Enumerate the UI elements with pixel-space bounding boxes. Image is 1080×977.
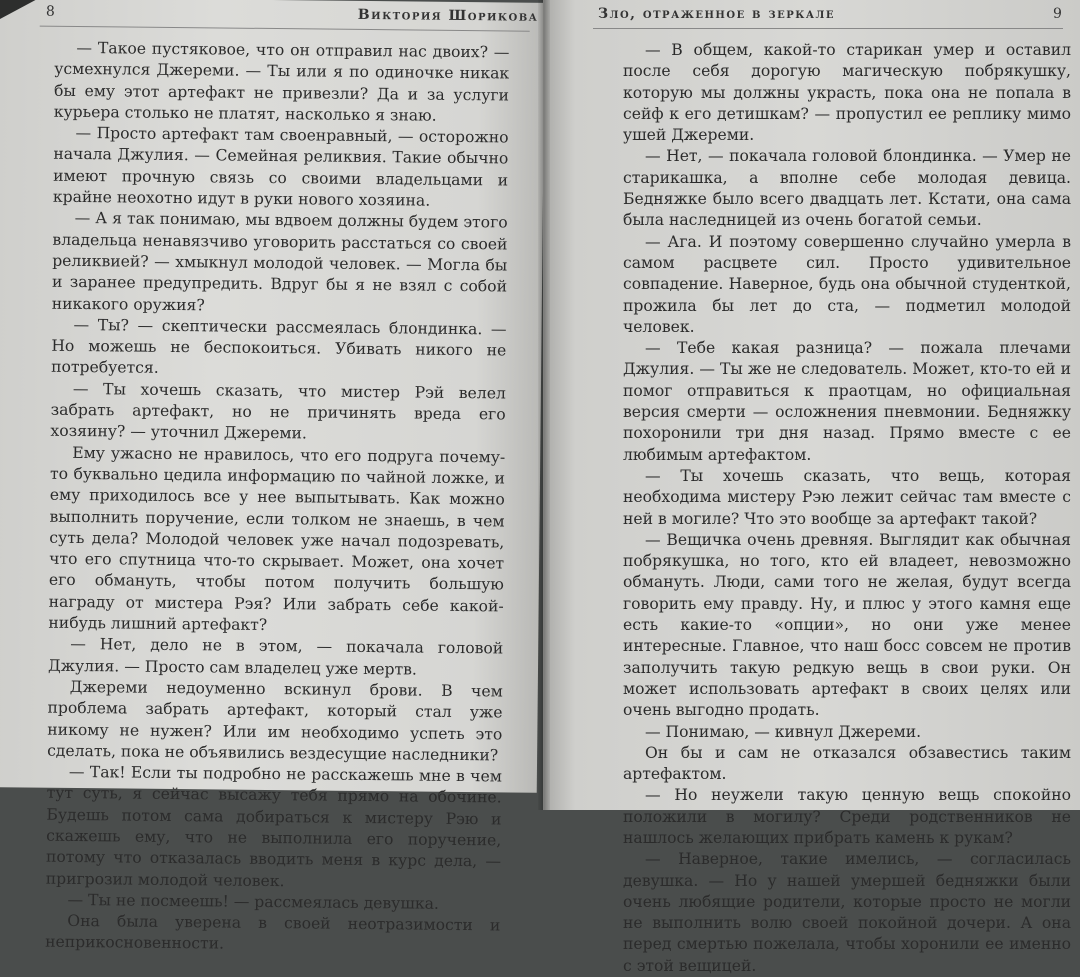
left-header-rule xyxy=(40,26,530,32)
paragraph: — Нет, дело не в этом, — покачала головой Джулия. — Просто сам владелец уже мертв. xyxy=(47,635,504,679)
paragraph: — Ты хочешь сказать, что вещь, которая необходима мистеру Рэю лежит сейчас там вместе с ней в могиле? Что это вообще за артефакт такой? xyxy=(623,466,1071,528)
paragraph: — Нет, — покачала головой блондинка. — Умер не старикашка, а вполне себе молодая девица. Бедняжке было всего двадцать лет. Кстати, она сама была наследницей из очень богатой семьи. xyxy=(623,147,1071,230)
book-cover-corner xyxy=(0,0,40,20)
book-title-header: Зло, отраженное в зеркале xyxy=(598,6,835,22)
paragraph: — Вещичка очень древняя. Выглядит как обычная побрякушка, но того, кто ей владеет, невозможно обмануть. Люди, сами того не желая, будут всегда говорить ему правду. Ну, и плюс у этого камня еще есть какие-то «опции», но они уже менее интересные. Главное, что наш босс совсем не против заполучить такую редкую вещь в свои руки. Он может использовать артефакт в своих целях или очень выгодно продать. xyxy=(623,530,1071,720)
paragraph: — Тебе какая разница? — пожала плечами Джулия. — Ты же не следователь. Может, кто-то ей и помог отправиться к праотцам, но официальная версия смерти — осложнения пневмонии. Бедняжку похоронили три дня назад. Прямо вместе с ее любимым артефактом. xyxy=(623,339,1071,464)
paragraph: — Ты не посмеешь! — рассмеялась девушка. xyxy=(67,890,440,913)
author-name-header: Виктория Шорикова xyxy=(357,6,539,25)
paragraph: Он бы и сам не отказался обзавестись таким артефактом. xyxy=(623,743,1071,784)
left-page xyxy=(0,0,545,954)
paragraph: — Просто артефакт там своенравный, — осторожно начала Джулия. — Семейная реликвия. Такие обычно имеют прочную связь со своими владельцами и крайне неохотно идут в руки нового хозяина. xyxy=(52,124,509,210)
right-page xyxy=(543,0,1080,975)
right-page-text xyxy=(623,40,1071,977)
right-header-rule xyxy=(593,28,1063,29)
paragraph: — Ага. И поэтому совершенно случайно умерла в самом расцвете сил. Просто удивительное совпадение. Наверное, будь она обычной студенткой, прожила бы лет до ста, — подметил молодой человек. xyxy=(623,232,1071,336)
paragraph: Ему ужасно не нравилось, что его подруга почему-то буквально цедила информацию по чайной ложке, и ему приходилось все у нее выпытывать. Как можно выполнить поручение, если толком не знаешь, в чем суть дела? Молодой человек уже начал подозревать, что его спутница что-то скрывает. Может, она хочет его обмануть, чтобы потом получить большую награду от мистера Рэя? Или забрать себе какой-нибудь лишний артефакт? xyxy=(48,443,506,634)
paragraph: — Но неужели такую ценную вещь спокойно положили в могилу? Среди родственников не нашлось желающих прибрать камень к рукам? xyxy=(623,786,1071,847)
paragraph: — Наверное, такие имелись, — согласилась девушка. — Но у нашей умершей бедняжки были очень любящие родители, которые просто не могли не выполнить волю своей покойной дочери. А она перед смертью пожелала, чтобы хоронили ее именно с этой вещицей. xyxy=(623,850,1071,975)
left-page-number: 8 xyxy=(45,3,57,20)
paragraph: — Ты хочешь сказать, что мистер Рэй велел забрать артефакт, но не причинять вреда его хозяину? — уточнил Джереми. xyxy=(50,379,506,443)
left-page-text xyxy=(45,38,510,958)
right-page-number: 9 xyxy=(1053,6,1064,22)
paragraph: — Понимаю, — кивнул Джереми. xyxy=(645,722,922,741)
paragraph: Джереми недоуменно вскинул брови. В чем проблема забрать артефакт, который стал уже никому не нужен? Или им необходимо успеть это сделать, пока не объявились вездесущие наследники? xyxy=(47,677,503,765)
book-gutter-shadow xyxy=(538,0,550,810)
paragraph: — В общем, какой-то старикан умер и оставил после себя дорогую магическую побрякушку, которую мы должны украсть, пока она не попала в сейф к его детишкам? — пропустил ее реплику мимо ушей Джереми. xyxy=(623,41,1071,145)
left-page-header xyxy=(0,3,545,25)
paragraph: — Такое пустяковое, что он отправил нас двоих? — усмехнулся Джереми. — Ты или я по одиночке никак бы ему этот артефакт не привезли? Да и за услуги курьера столько не платят, насколько я знаю. xyxy=(53,38,510,125)
paragraph: Она была уверена в своей неотразимости и неприкосновенности. xyxy=(45,912,501,954)
paragraph: — А я так понимаю, мы вдвоем должны будем этого владельца ненавязчиво уговорить расстаться со своей реликвией? — хмыкнул молодой человек. — Могла бы и заранее предупредить. Вдруг бы я не взял с собой никакого оружия? xyxy=(51,209,508,314)
paragraph: — Так! Если ты подробно не расскажешь мне в чем тут суть, я сейчас высажу тебя прямо на обочине. Будешь потом сама добираться к мистеру Рэю и скажешь ему, что не выполнила его поручение, потому что отказалась вводить меня в курс дела, — пригрозил молодой человек. xyxy=(45,763,502,890)
paragraph: — Ты? — скептически рассмеялась блондинка. — Но можешь не беспокоиться. Убивать никого не потребуется. xyxy=(51,315,507,378)
